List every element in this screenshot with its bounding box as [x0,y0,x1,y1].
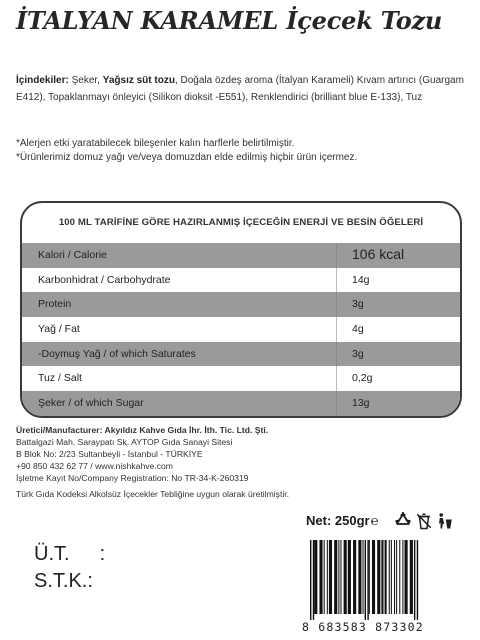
ut-field [34,541,105,568]
nutrition-label: Kalori / Calorie [38,249,107,261]
nutrition-label: Protein [38,298,72,311]
barcode-bar [394,540,395,614]
barcode-bar [353,540,356,614]
barcode-bar [391,540,392,614]
nutrition-value: 13g [352,397,370,410]
barcode-bar [399,540,400,614]
barcode-bar [381,540,383,614]
nutrition-header: 100 ML TARİFİNE GÖRE HAZIRLANMIŞ İÇECEĞİN ENERJİ VE BESİN ÖĞELERİ [58,217,424,228]
nutrition-value: 14g [352,273,370,286]
nutrition-value: 0,2g [352,372,373,385]
notes [16,137,468,165]
ingredients-label: İçindekiler: [16,75,69,86]
nutrition-label: Tuz / Salt [38,372,82,385]
barcode-bar [327,540,328,614]
nutrition-table [20,201,462,418]
barcode-guard-bar [367,540,368,620]
divider [336,391,337,416]
tidy-man-icon [436,512,454,530]
barcode-guard-bar [417,540,418,620]
date-fields [34,541,105,595]
nutrition-row [22,317,460,342]
ingredients [16,72,468,106]
barcode-bar [372,540,375,614]
barcode-guard-bar [313,540,314,620]
divider [336,317,337,342]
barcode-guard-bar [310,540,311,620]
divider [336,243,337,268]
divider [336,268,337,293]
stk-field [34,568,105,595]
manufacturer-title: Üretici/Manufacturer: Akyıldız Kahve Gıda İhr. İth. Tic. Ltd. Şti. [16,425,269,435]
allergen-note: *Alerjen etki yaratabilecek bileşenler kalın harflerle belirtilmiştir. [16,138,295,149]
nutrition-row [22,292,460,317]
nutrition-label: Şeker / of which Sugar [38,397,144,410]
ut-colon: : [99,543,106,565]
nutrition-row [22,268,460,293]
manufacturer-registration: İşletme Kayıt No/Company Registration: No TR-34-K-260319 [16,473,249,483]
divider [336,342,337,367]
manufacturer-address-2: B Blok No: 2/23 Sultanbeyli - İstanbul - TÜRKİYE [16,449,203,459]
barcode-bar [358,540,361,614]
manufacturer-info [16,424,316,500]
ingredients-text-2: , Doğala özdeş aroma (İtalyan Karameli) Kıvam artırıcı (Guargam E412), Topaklanmayı önleyici (Silikon dioksit -E551), Renklendirici (brilliant blue E-133), Tuz [16,75,464,103]
nutrition-value: 106 kcal [352,246,405,262]
barcode-bar [410,540,413,614]
barcode-bar [334,540,337,614]
barcode-bar [319,540,322,614]
barcode-bar [329,540,332,614]
ingredients-allergen: Yağsız süt tozu [102,75,175,86]
barcode-bar [377,540,380,614]
barcode-bar [389,540,390,614]
ut-label: Ü.T. [34,543,70,565]
barcode-bar [344,540,347,614]
barcode-bars [300,540,468,620]
barcode-bar [314,540,317,614]
barcode-guard-bar [365,540,366,620]
barcode-bar [348,540,351,614]
codex-statement: Türk Gıda Kodeksi Alkolsüz İçecekler Tebliğine uygun olarak üretilmiştir. [16,489,290,499]
barcode-bar [340,540,341,614]
nutrition-value: 3g [352,298,364,311]
nutrition-row [22,243,460,268]
nutrition-label: -Doymuş Yağ / of which Saturates [38,347,196,360]
barcode-guard-bar [414,540,415,620]
nutrition-value: 4g [352,323,364,336]
product-title: İTALYAN KARAMEL İçecek Tozu [16,6,443,35]
barcode [300,540,468,634]
nutrition-row [22,366,460,391]
barcode-bar [324,540,325,614]
barcode-bar [405,540,408,614]
divider [336,292,337,317]
packaging-icons [394,512,454,530]
nutrition-label: Karbonhidrat / Carbohydrate [38,273,171,286]
barcode-bar [385,540,387,614]
divider [336,366,337,391]
ingredients-text-1: Şeker, [68,75,103,86]
barcode-bar [402,540,403,614]
pork-note: *Ürünlerimiz domuz yağı ve/veya domuzdan elde edilmiş hiçbir ürün içermez. [16,152,358,163]
no-trash-icon [415,512,433,530]
estimated-sign: ℮ [370,513,379,528]
barcode-bar [363,540,364,614]
manufacturer-contact: +90 850 432 62 77 / www.nishkahve.com [16,461,173,471]
barcode-bar [369,540,370,614]
barcode-bar [338,540,339,614]
stk-label: S.T.K.: [34,570,93,592]
manufacturer-address-1: Battalgazi Mah. Saraypatı Sk. AYTOP Gıda Sanayi Sitesi [16,437,233,447]
barcode-bar [396,540,397,614]
nutrition-value: 3g [352,347,364,360]
nutrition-label: Yağ / Fat [38,323,80,336]
recycle-icon [394,512,412,530]
nutrition-row [22,342,460,367]
nutrition-row [22,391,460,416]
net-weight [306,513,378,528]
net-weight-value: Net: 250gr [306,513,370,528]
barcode-number: 8 683583 873302 [302,620,424,634]
